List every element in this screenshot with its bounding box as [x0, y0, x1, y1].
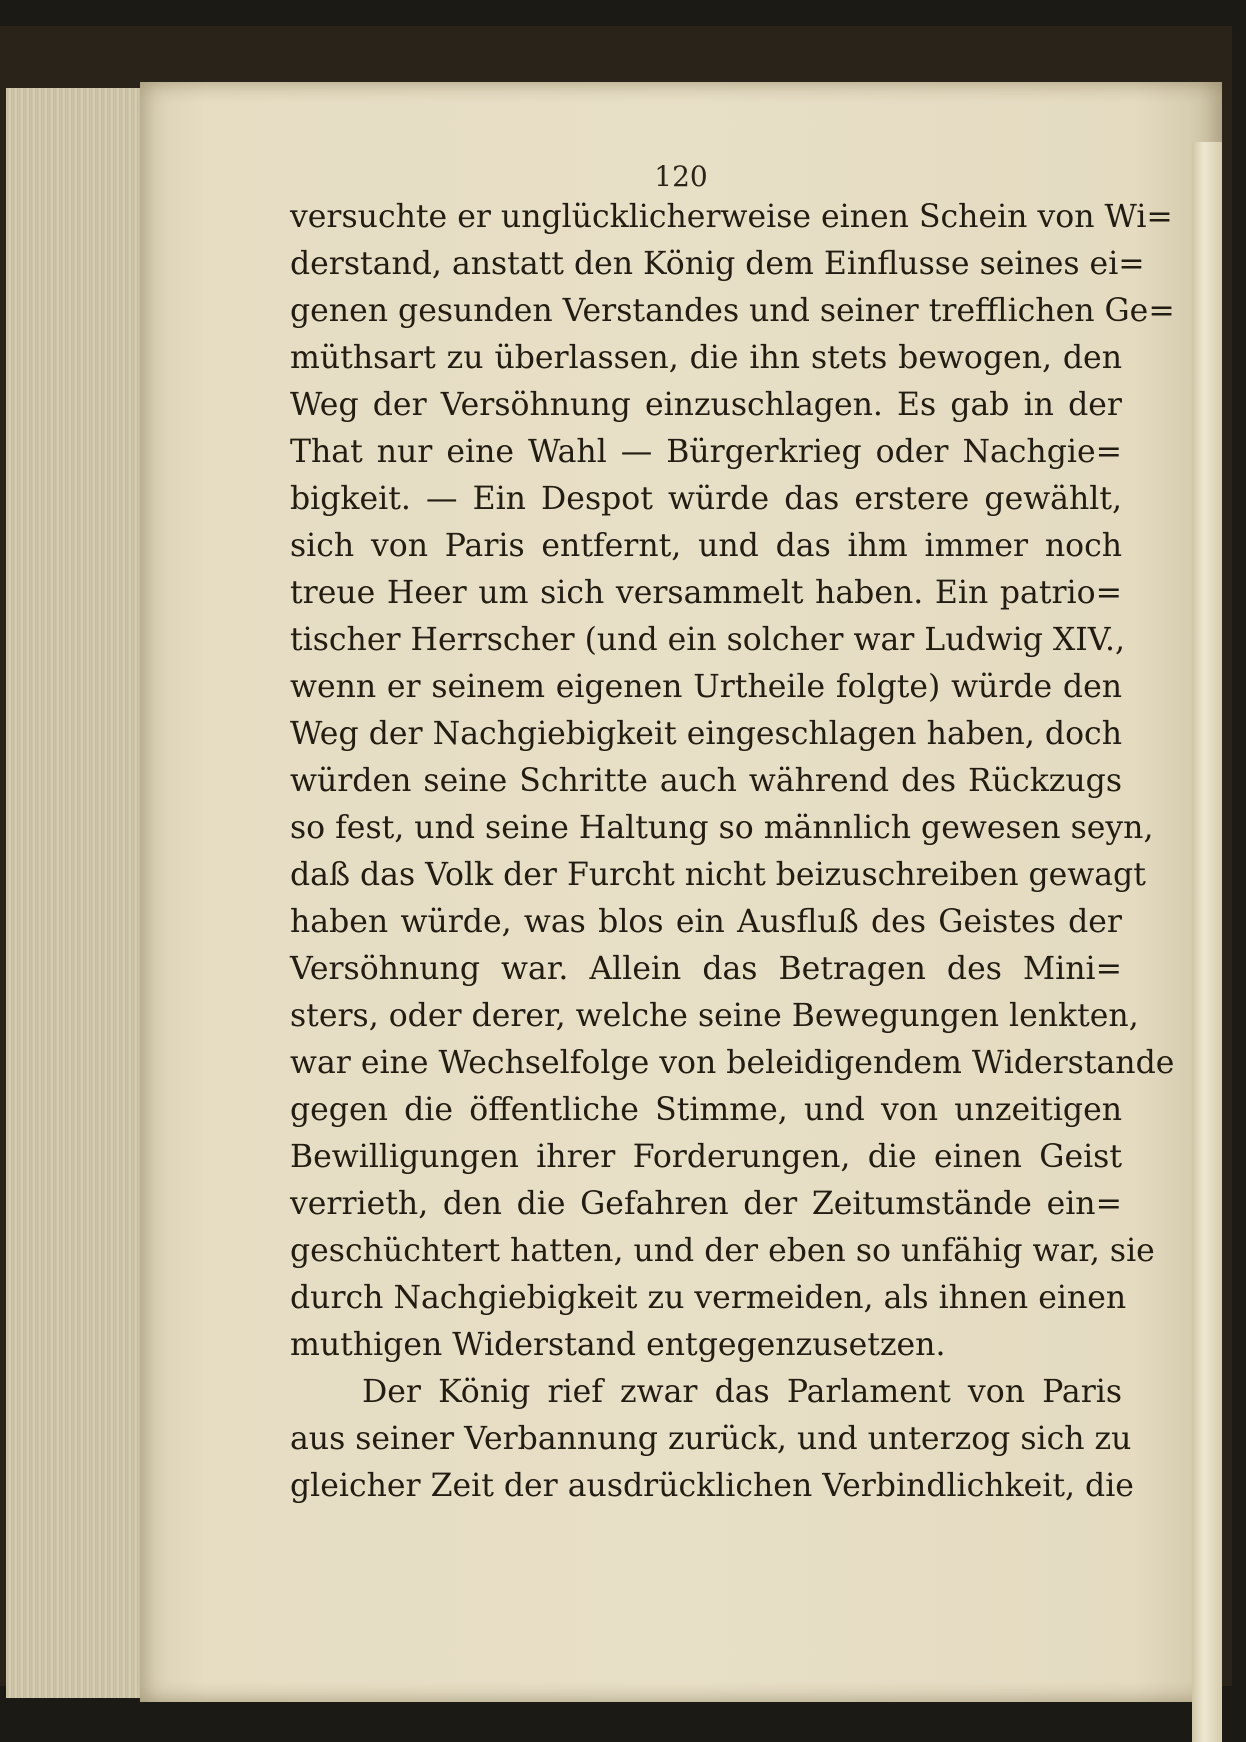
text-line: muthigen Widerstand entgegenzusetzen.	[290, 1327, 946, 1363]
text-line: war eine Wechselfolge von beleidigendem Widerstande	[290, 1045, 1175, 1081]
book	[0, 26, 1232, 1686]
text-line: daß das Volk der Furcht nicht beizuschreiben gewagt	[290, 857, 1146, 893]
text-line: Weg der Versöhnung einzuschlagen. Es gab in der	[290, 387, 1122, 423]
text-line: tischer Herrscher (und ein solcher war Ludwig XIV.,	[290, 622, 1126, 658]
text-line: Weg der Nachgiebigkeit eingeschlagen haben, doch	[290, 716, 1122, 752]
text-line: treue Heer um sich versammelt haben. Ein patrio=	[290, 575, 1122, 611]
book-page	[140, 82, 1222, 1702]
text-line: so fest, und seine Haltung so männlich gewesen seyn,	[290, 810, 1154, 846]
text-line: Der König rief zwar das Parlament von Paris	[362, 1374, 1122, 1410]
text-line: haben würde, was blos ein Ausfluß des Geistes der	[290, 904, 1122, 940]
text-line: würden seine Schritte auch während des Rückzugs	[290, 763, 1122, 799]
text-line: geschüchtert hatten, und der eben so unfähig war, sie	[290, 1233, 1155, 1269]
text-line: genen gesunden Verstandes und seiner trefflichen Ge=	[290, 293, 1175, 329]
text-line: durch Nachgiebigkeit zu vermeiden, als ihnen einen	[290, 1280, 1127, 1316]
page-stack-edge	[6, 88, 148, 1698]
text-line: gegen die öffentliche Stimme, und von unzeitigen	[290, 1092, 1122, 1128]
text-line: bigkeit. — Ein Despot würde das erstere gewählt,	[290, 481, 1122, 517]
text-line: Versöhnung war. Allein das Betragen des Mini=	[290, 951, 1122, 987]
page-text	[290, 194, 1175, 1510]
page-number: 120	[654, 160, 708, 193]
text-line: versuchte er unglücklicherweise einen Schein von Wi=	[290, 199, 1173, 235]
text-line: That nur eine Wahl — Bürgerkrieg oder Nachgie=	[290, 434, 1122, 470]
page-right-edge	[1192, 142, 1222, 1742]
text-line: derstand, anstatt den König dem Einflusse seines ei=	[290, 246, 1145, 282]
text-line: sters, oder derer, welche seine Bewegungen lenkten,	[290, 998, 1139, 1034]
text-line: Bewilligungen ihrer Forderungen, die einen Geist	[290, 1139, 1122, 1175]
text-line: sich von Paris entfernt, und das ihm immer noch	[290, 528, 1122, 564]
text-line: gleicher Zeit der ausdrücklichen Verbindlichkeit, die	[290, 1468, 1134, 1504]
text-line: aus seiner Verbannung zurück, und unterzog sich zu	[290, 1421, 1132, 1457]
text-line: verrieth, den die Gefahren der Zeitumstände ein=	[290, 1186, 1122, 1222]
text-line: wenn er seinem eigenen Urtheile folgte) würde den	[290, 669, 1122, 705]
text-line: müthsart zu überlassen, die ihn stets bewogen, den	[290, 340, 1122, 376]
